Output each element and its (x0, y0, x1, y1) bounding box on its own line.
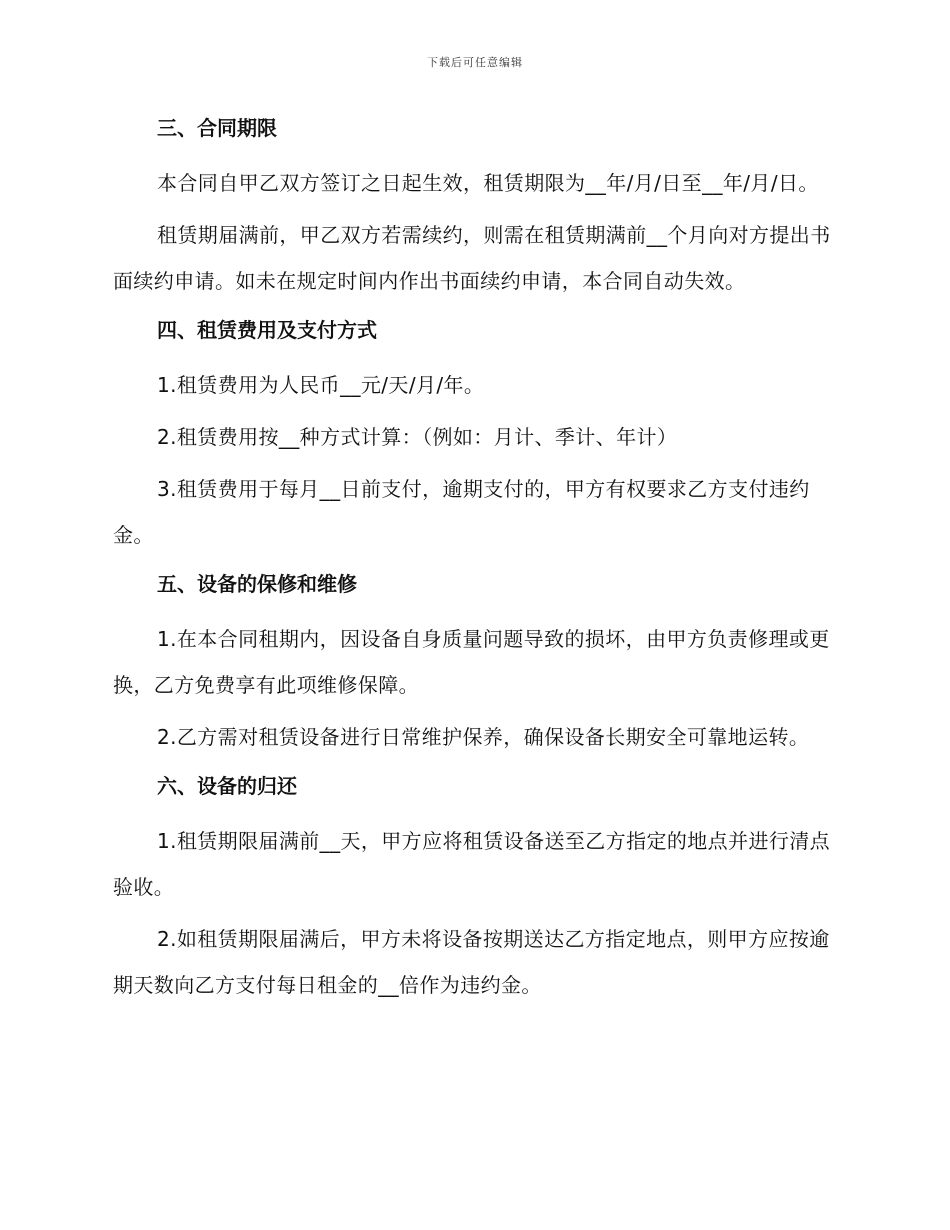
paragraph: 2.租赁费用按__种方式计算：（例如：月计、季计、年计） (157, 425, 678, 449)
section-heading: 五、设备的保修和维修 (157, 572, 357, 596)
section-equipment-return (113, 766, 837, 1008)
paragraph: 1.在本合同租期内，因设备自身质量问题导致的损坏，由甲方负责修理或更换，乙方免费享有此项维修保障。 (113, 627, 830, 697)
paragraph: 3.租赁费用于每月__日前支付，逾期支付的，甲方有权要求乙方支付违约金。 (113, 477, 810, 547)
section-contract-term (113, 108, 837, 304)
section-heading: 四、租赁费用及支付方式 (157, 318, 377, 342)
document-body (113, 108, 837, 1014)
section-heading: 六、设备的归还 (157, 774, 297, 798)
paragraph: 2.乙方需对租赁设备进行日常维护保养，确保设备长期安全可靠地运转。 (157, 725, 810, 749)
paragraph: 1.租赁期限届满前__天，甲方应将租赁设备送至乙方指定的地点并进行清点验收。 (113, 829, 831, 899)
page-header-note: 下载后可任意编辑 (427, 56, 523, 69)
section-rental-fees (113, 310, 837, 558)
paragraph: 租赁期届满前，甲乙双方若需续约，则需在租赁期满前__个月向对方提出书面续约申请。如未在规定时间内作出书面续约申请，本合同自动失效。 (113, 223, 831, 293)
paragraph: 2.如租赁期限届满后，甲方未将设备按期送达乙方指定地点，则甲方应按逾期天数向乙方支付每日租金的__倍作为违约金。 (113, 927, 830, 997)
paragraph: 1.租赁费用为人民币__元/天/月/年。 (157, 373, 485, 397)
section-heading: 三、合同期限 (157, 116, 277, 140)
section-warranty-repair (113, 564, 837, 760)
paragraph: 本合同自甲乙双方签订之日起生效，租赁期限为__年/月/日至__年/月/日。 (157, 171, 819, 195)
